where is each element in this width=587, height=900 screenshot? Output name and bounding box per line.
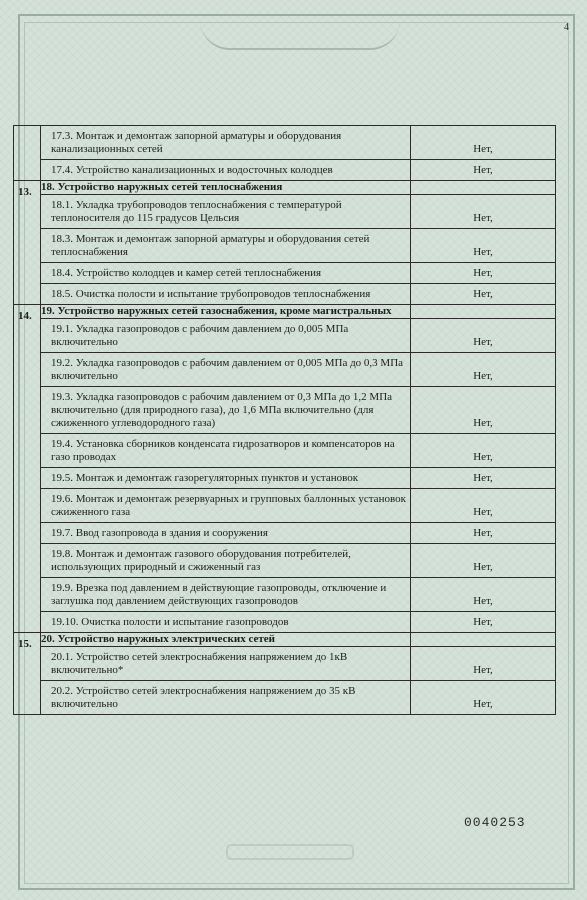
section-number: 13. <box>14 181 41 305</box>
table-row <box>14 160 556 181</box>
work-item-text: 18.1. Укладка трубопроводов теплоснабжения с температурой теплоносителя до 115 градусов Цельсия <box>51 199 342 224</box>
status-column <box>411 181 556 195</box>
status-cell <box>411 126 556 160</box>
status-value: Нет, <box>473 527 493 539</box>
watermark-icon <box>225 842 355 862</box>
section-heading-row <box>14 181 556 195</box>
work-item-text: 20.1. Устройство сетей электроснабжения напряжением до 1кВ включительно* <box>51 651 348 676</box>
section-number: 14. <box>14 305 41 633</box>
work-item-text: 19.8. Монтаж и демонтаж газового оборудования потребителей, использующих природный и сжиженный газ <box>51 548 351 573</box>
section-number <box>14 126 41 181</box>
work-item <box>41 489 411 523</box>
section-heading-row <box>14 305 556 319</box>
work-item <box>41 229 411 263</box>
work-item <box>41 284 411 305</box>
status-value: Нет, <box>473 246 493 258</box>
section-heading: 20. Устройство наружных электрических сетей <box>41 633 411 647</box>
status-cell <box>411 284 556 305</box>
work-item-text: 19.2. Укладка газопроводов с рабочим давлением от 0,005 МПа до 0,3 МПа включительно <box>51 357 404 382</box>
work-item <box>41 647 411 681</box>
status-cell <box>411 229 556 263</box>
status-value: Нет, <box>473 506 493 518</box>
status-cell <box>411 489 556 523</box>
status-cell <box>411 612 556 633</box>
work-item <box>41 353 411 387</box>
section-number: 15. <box>14 633 41 715</box>
status-column <box>411 305 556 319</box>
work-item-text: 18.4. Устройство колодцев и камер сетей теплоснабжения <box>51 267 322 279</box>
status-cell <box>411 160 556 181</box>
status-cell <box>411 468 556 489</box>
status-value: Нет, <box>473 212 493 224</box>
work-item-text: 19.1. Укладка газопроводов с рабочим давлением до 0,005 МПа включительно <box>51 323 349 348</box>
status-column <box>411 633 556 647</box>
table-row <box>14 578 556 612</box>
table-row <box>14 612 556 633</box>
work-item <box>41 195 411 229</box>
status-cell <box>411 434 556 468</box>
work-item-text: 18.3. Монтаж и демонтаж запорной арматуры и оборудования сетей теплоснабжения <box>51 233 370 258</box>
status-cell <box>411 544 556 578</box>
work-item <box>41 578 411 612</box>
table-row <box>14 387 556 434</box>
work-item <box>41 681 411 715</box>
work-item-text: 19.4. Установка сборников конденсата гидрозатворов и компенсаторов на газо проводах <box>51 438 395 463</box>
status-cell <box>411 319 556 353</box>
status-value: Нет, <box>473 698 493 710</box>
work-item <box>41 387 411 434</box>
table-row <box>14 647 556 681</box>
work-item-text: 17.3. Монтаж и демонтаж запорной арматуры и оборудования канализационных сетей <box>51 130 342 155</box>
work-item-text: 19.6. Монтаж и демонтаж резервуарных и групповых баллонных установок сжиженного газа <box>51 493 406 518</box>
status-cell <box>411 647 556 681</box>
status-value: Нет, <box>473 451 493 463</box>
section-heading: 18. Устройство наружных сетей теплоснабжения <box>41 181 411 195</box>
work-item <box>41 468 411 489</box>
status-value: Нет, <box>473 664 493 676</box>
table-row <box>14 544 556 578</box>
section-heading-row <box>14 633 556 647</box>
status-cell <box>411 387 556 434</box>
status-value: Нет, <box>473 616 493 628</box>
status-value: Нет, <box>473 472 493 484</box>
table-row <box>14 434 556 468</box>
work-item <box>41 160 411 181</box>
status-cell <box>411 195 556 229</box>
work-item-text: 19.3. Укладка газопроводов с рабочим давлением от 0,3 МПа до 1,2 МПа включительно (для природного газа), до 1,6 МПа включительно (для сжиженного углеводородного газа) <box>51 391 393 429</box>
table-row <box>14 229 556 263</box>
table-row <box>14 353 556 387</box>
status-cell <box>411 681 556 715</box>
work-item-text: 19.9. Врезка под давлением в действующие газопроводы, отключение и заглушка под давлением действующих газопроводов <box>51 582 387 607</box>
table-row <box>14 468 556 489</box>
work-item-text: 19.10. Очистка полости и испытание газопроводов <box>51 616 289 628</box>
table-row <box>14 195 556 229</box>
work-item-text: 17.4. Устройство канализационных и водосточных колодцев <box>51 164 333 176</box>
work-item-text: 19.5. Монтаж и демонтаж газорегуляторных пунктов и установок <box>51 472 359 484</box>
work-item <box>41 319 411 353</box>
work-item <box>41 523 411 544</box>
status-value: Нет, <box>473 336 493 348</box>
permits-table <box>13 125 556 715</box>
guilloche-ornament-icon <box>200 20 400 50</box>
status-cell <box>411 263 556 284</box>
work-item <box>41 434 411 468</box>
section-heading: 19. Устройство наружных сетей газоснабжения, кроме магистральных <box>41 305 411 319</box>
work-item <box>41 544 411 578</box>
status-value: Нет, <box>473 370 493 382</box>
table-row <box>14 284 556 305</box>
status-cell <box>411 353 556 387</box>
work-item <box>41 263 411 284</box>
work-item <box>41 612 411 633</box>
status-cell <box>411 523 556 544</box>
page-number: 4 <box>564 22 569 33</box>
table-row <box>14 126 556 160</box>
status-value: Нет, <box>473 561 493 573</box>
work-item <box>41 126 411 160</box>
table-row <box>14 523 556 544</box>
table-row <box>14 681 556 715</box>
work-item-text: 18.5. Очистка полости и испытание трубопроводов теплоснабжения <box>51 288 371 300</box>
serial-number: 0040253 <box>464 815 526 830</box>
status-value: Нет, <box>473 164 493 176</box>
table-row <box>14 319 556 353</box>
work-item-text: 20.2. Устройство сетей электроснабжения напряжением до 35 кВ включительно <box>51 685 356 710</box>
table-row <box>14 263 556 284</box>
status-value: Нет, <box>473 595 493 607</box>
status-value: Нет, <box>473 267 493 279</box>
status-cell <box>411 578 556 612</box>
table-row <box>14 489 556 523</box>
work-item-text: 19.7. Ввод газопровода в здания и сооружения <box>51 527 268 539</box>
status-value: Нет, <box>473 417 493 429</box>
status-value: Нет, <box>473 288 493 300</box>
status-value: Нет, <box>473 143 493 155</box>
